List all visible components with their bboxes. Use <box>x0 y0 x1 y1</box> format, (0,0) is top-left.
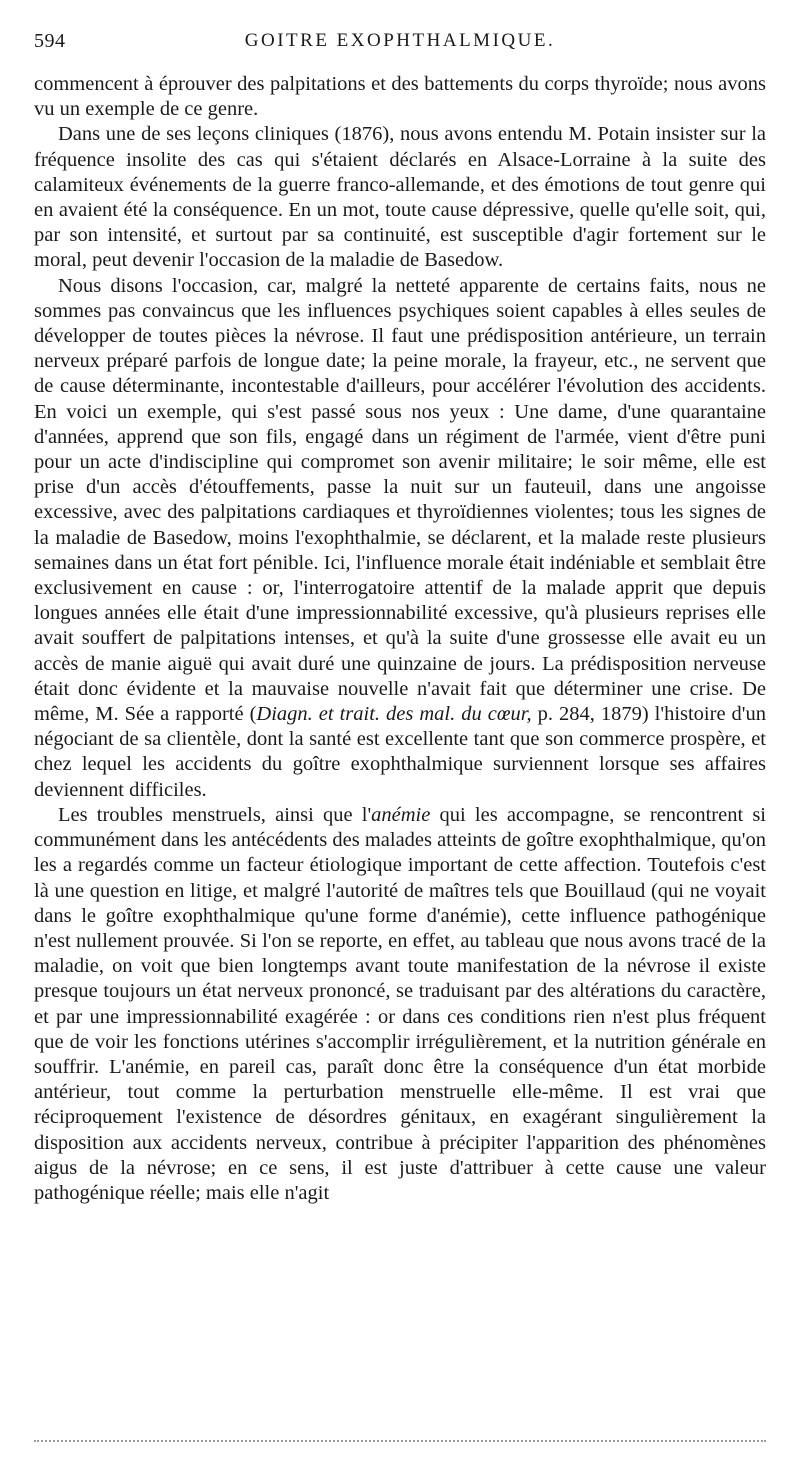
page-number: 594 <box>34 30 66 52</box>
paragraph-occasion-text-end: p. 284, 1879) l'histoire d'un négociant de sa clientèle, dont la santé est excellente tant que son commerce prospère, et chez lequel les accidents du goître exophthalmique surviennent lorsque ses affaires deviennent difficiles. <box>34 703 767 801</box>
paragraph-occasion-text: Nous disons l'occasion, car, malgré la netteté apparente de certains faits, nous ne sommes pas convaincus que les influences psychiques soient capables à elles seules de développer de toutes pièces la névrose. Il faut une prédisposition antérieure, un terrain nerveux préparé parfois de longue date; la peine morale, la frayeur, etc., ne servent que de cause déterminante, incontestable d'ailleurs, pour accélérer l'évolution des accidents. En voici un exemple, qui s'est passé sous nos yeux : Une dame, d'une quarantaine d'années, apprend que son fils, engagé dans un régiment de l'armée, vient d'être puni pour un acte d'indiscipline qui compromet son avenir militaire; le soir même, elle est prise d'un accès d'étouffements, passe la nuit sur un fauteuil, dans une angoisse excessive, avec des palpitations cardiaques et thyroïdiennes violentes; tous les signes de la maladie de Basedow, moins l'exophthalmie, se déclarent, et la malade reste plusieurs semaines dans un état fort pénible. Ici, l'influence morale était indéniable et semblait être exclusivement en cause : or, l'interrogatoire attentif de la malade apprit que depuis longues années elle était d'une impressionnabilité excessive, qu'à plusieurs reprises elle avait souffert de palpitations intenses, et qu'à la suite d'une grossesse elle avait eu un accès de manie aiguë qui avait duré une quinzaine de jours. La prédisposition nerveuse était donc évidente et la mauvaise nouvelle n'avait fait que déterminer une crise. De même, M. Sée a rapporté ( <box>34 274 766 726</box>
book-page <box>34 30 766 1206</box>
paragraph-menstrual <box>34 803 766 1206</box>
citation-see: Diagn. et trait. des mal. du cœur, <box>256 703 532 726</box>
bottom-divider <box>34 1440 766 1442</box>
running-title: GOITRE EXOPHTHALMIQUE. <box>244 30 556 51</box>
paragraph-menstrual-text-end: qui les accompagne, se rencontrent si communément dans les antécédents des malades atteints de goître exophthalmique, qu'on les a regardés comme un facteur étiologique important de cette affection. Toutefois c'est là une question en litige, et malgré l'autorité de maîtres tels que Bouillaud (qui ne voyait dans le goître exophthalmique qu'une forme d'anémie), cette influence pathogénique n'est nullement prouvée. Si l'on se reporte, en effet, au tableau que nous avons tracé de la maladie, on voit que bien longtemps avant toute manifestation de la névrose il existe presque toujours un état nerveux prononcé, se traduisant par des altérations du caractère, et par une impressionnabilité exagérée : or dans ces conditions rien n'est plus fréquent que de voir les fonctions utérines s'accomplir irrégulièrement, et la nutrition générale en souffrir. L'anémie, en pareil cas, paraît donc être la conséquence d'un état morbide antérieur, tout comme la perturbation menstruelle elle-même. Il est vrai que réciproquement l'existence de désordres génitaux, en exagérant singulièrement la disposition aux accidents nerveux, contribue à précipiter l'apparition des phénomènes aigus de la névrose; en ce sens, il est juste d'attribuer à cette cause une valeur pathogénique réelle; mais elle n'agit <box>34 803 767 1204</box>
paragraph-occasion <box>34 274 766 803</box>
running-head <box>34 30 766 54</box>
paragraph-continuation: commencent à éprouver des palpitations et des battements du corps thyroïde; nous avons vu un exemple de ce genre. <box>34 73 766 121</box>
body-text <box>34 72 766 1206</box>
emphasis-anemie: anémie <box>371 803 431 826</box>
paragraph-potain: Dans une de ses leçons cliniques (1876), nous avons entendu M. Potain insister sur la fréquence insolite des cas qui s'étaient déclarés en Alsace-Lorraine à la suite des calamiteux événements de la guerre franco-allemande, et des émotions de tout genre qui en avaient été la conséquence. En un mot, toute cause dépressive, quelle qu'elle soit, qui, par son intensité, et surtout par sa continuité, est susceptible d'agir fortement sur le moral, peut devenir l'occasion de la maladie de Basedow. <box>34 123 766 272</box>
paragraph-menstrual-text: Les troubles menstruels, ainsi que l' <box>58 803 372 826</box>
